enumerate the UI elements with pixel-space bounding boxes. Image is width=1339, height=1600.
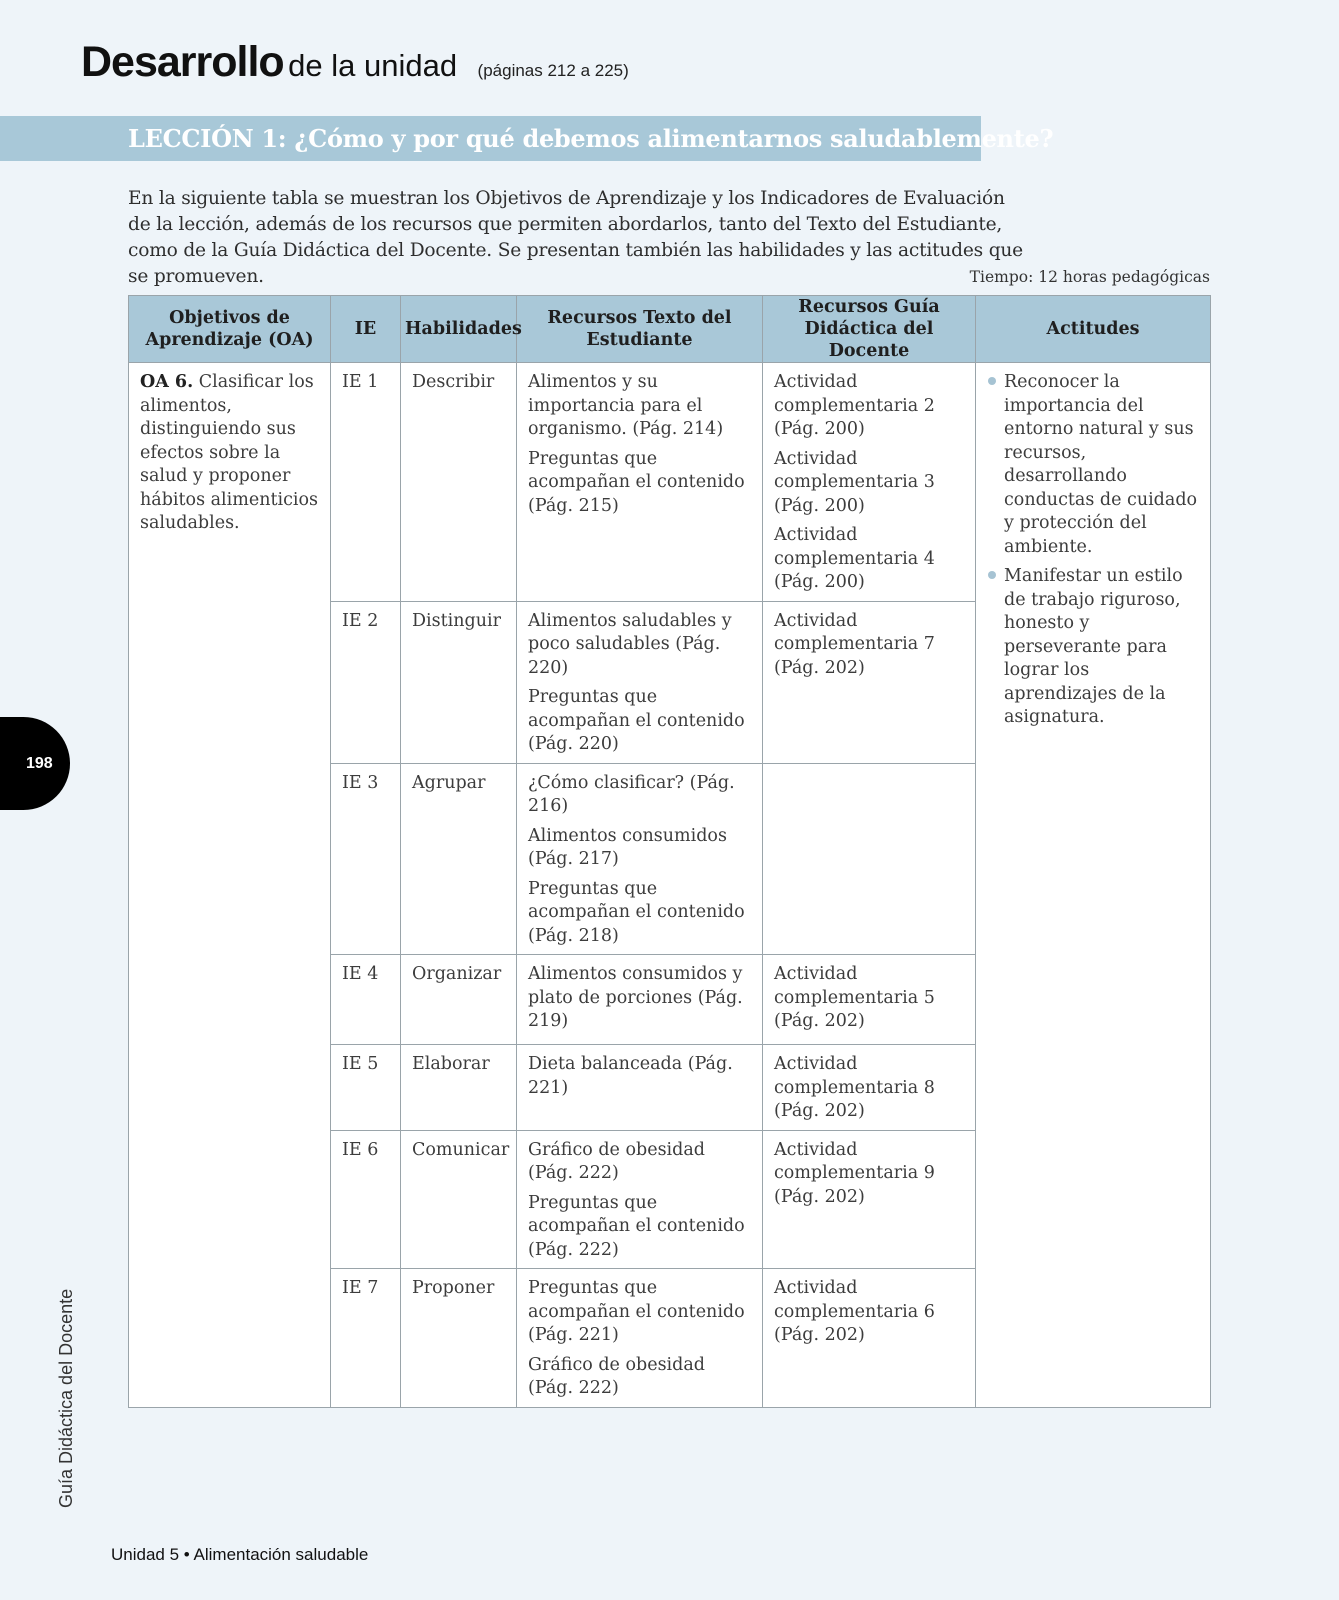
resource-item: Actividad complementaria 5 (Pág. 202) <box>774 964 935 1031</box>
page-title-rest: de la unidad <box>288 48 458 83</box>
texto-resources-cell <box>517 1269 763 1408</box>
guia-resources-cell <box>763 601 976 763</box>
oa-cell <box>129 363 331 1408</box>
guia-resources-cell <box>763 1130 976 1269</box>
oa-code: OA 6. <box>140 372 194 392</box>
resource-item: Alimentos y su importancia para el organismo. (Pág. 214) <box>528 372 724 439</box>
actitud-item: Reconocer la importancia del entorno natural y sus recursos, desarrollando conductas de cuidado y protección del ambiente. <box>987 371 1199 559</box>
guia-resources-cell <box>763 1269 976 1408</box>
header-oa: Objetivos de Aprendizaje (OA) <box>129 296 331 363</box>
resource-item: Alimentos consumidos y plato de porciones (Pág. 219) <box>528 964 743 1031</box>
resource-item: Alimentos consumidos (Pág. 217) <box>528 825 727 869</box>
resource-item: Actividad complementaria 8 (Pág. 202) <box>774 1054 935 1121</box>
resource-item: Gráfico de obesidad (Pág. 222) <box>528 1354 705 1398</box>
table-row <box>129 363 1211 602</box>
resource-item: Preguntas que acompañan el contenido (Pág. 215) <box>528 448 745 516</box>
ie-cell: IE 5 <box>331 1045 401 1131</box>
resource-item: Alimentos saludables y poco saludables (Pág. 220) <box>528 610 732 678</box>
header-texto: Recursos Texto del Estudiante <box>517 296 763 363</box>
resource-item: Actividad complementaria 7 (Pág. 202) <box>774 610 935 678</box>
texto-resources-cell <box>517 1045 763 1131</box>
guia-resources-cell <box>763 1045 976 1131</box>
resource-item: Dieta balanceada (Pág. 221) <box>528 1054 733 1098</box>
resource-item: Gráfico de obesidad (Pág. 222) <box>528 1139 705 1183</box>
page-range: (páginas 212 a 225) <box>477 61 629 80</box>
page-title-bold: Desarrollo <box>81 38 284 86</box>
ie-cell: IE 6 <box>331 1130 401 1269</box>
header-actitudes: Actitudes <box>976 296 1211 363</box>
ie-cell: IE 2 <box>331 601 401 763</box>
habilidad-cell: Organizar <box>401 955 517 1045</box>
actitudes-cell <box>976 363 1211 1408</box>
actitudes-list <box>987 371 1199 730</box>
table-header-row <box>129 296 1211 363</box>
habilidad-cell: Proponer <box>401 1269 517 1408</box>
lesson-title: LECCIÓN 1: ¿Cómo y por qué debemos alimentarnos saludablemente? <box>128 124 1054 153</box>
resource-item: Preguntas que acompañan el contenido (Pág. 221) <box>528 1278 745 1345</box>
resource-item: Actividad complementaria 3 (Pág. 200) <box>774 448 935 516</box>
texto-resources-cell <box>517 955 763 1045</box>
header-ie: IE <box>331 296 401 363</box>
page-number: 198 <box>26 755 53 772</box>
guia-resources-cell <box>763 955 976 1045</box>
habilidad-cell: Describir <box>401 363 517 602</box>
resource-item: Actividad complementaria 2 (Pág. 200) <box>774 372 935 439</box>
header-habilidades: Habilidades <box>401 296 517 363</box>
resource-item: ¿Cómo clasificar? (Pág. 216) <box>528 772 735 816</box>
intro-paragraph: En la siguiente tabla se muestran los Objetivos de Aprendizaje y los Indicadores de Evaluación de la lección, además de los recursos que permiten abordarlos, tanto del Texto del Estudiante, como de la Guía Didáctica del Docente. Se presentan también las habilidades y las actitudes que se promueven. <box>128 188 1023 287</box>
ie-cell: IE 3 <box>331 763 401 955</box>
texto-resources-cell <box>517 763 763 955</box>
habilidad-cell: Comunicar <box>401 1130 517 1269</box>
page-title <box>81 38 629 87</box>
ie-cell: IE 1 <box>331 363 401 602</box>
header-guia: Recursos Guía Didáctica del Docente <box>763 296 976 363</box>
oa-text: Clasificar los alimentos, distinguiendo sus efectos sobre la salud y proponer hábitos alimenticios saludables. <box>140 372 319 533</box>
guia-resources-cell <box>763 363 976 602</box>
side-label: Guía Didáctica del Docente <box>56 1288 76 1508</box>
resource-item: Preguntas que acompañan el contenido (Pág. 222) <box>528 1192 745 1260</box>
resource-item: Actividad complementaria 6 (Pág. 202) <box>774 1278 935 1345</box>
ie-cell: IE 7 <box>331 1269 401 1408</box>
habilidad-cell: Elaborar <box>401 1045 517 1131</box>
texto-resources-cell <box>517 363 763 602</box>
resource-item: Actividad complementaria 4 (Pág. 200) <box>774 525 935 592</box>
time-label: Tiempo: 12 horas pedagógicas <box>969 268 1210 286</box>
resource-item: Preguntas que acompañan el contenido (Pág. 220) <box>528 687 745 754</box>
habilidad-cell: Agrupar <box>401 763 517 955</box>
footer: Unidad 5 • Alimentación saludable <box>111 1545 369 1564</box>
habilidad-cell: Distinguir <box>401 601 517 763</box>
lesson-table <box>128 295 1211 1408</box>
guia-resources-cell <box>763 763 976 955</box>
ie-cell: IE 4 <box>331 955 401 1045</box>
resource-item: Preguntas que acompañan el contenido (Pág. 218) <box>528 878 745 946</box>
texto-resources-cell <box>517 601 763 763</box>
actitud-item: Manifestar un estilo de trabajo riguroso, honesto y perseverante para lograr los aprendizajes de la asignatura. <box>987 565 1199 730</box>
resource-item: Actividad complementaria 9 (Pág. 202) <box>774 1139 935 1207</box>
texto-resources-cell <box>517 1130 763 1269</box>
